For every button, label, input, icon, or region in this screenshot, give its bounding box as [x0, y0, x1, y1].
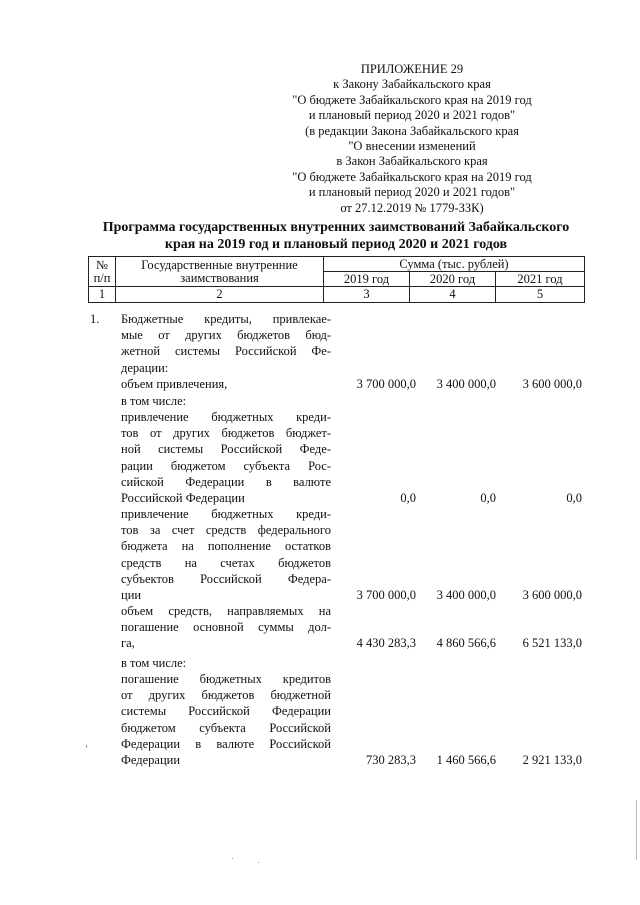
- text-line: бюджетом субъекта Российской: [121, 720, 331, 735]
- program-title: [86, 219, 586, 253]
- table-header: [88, 256, 585, 303]
- text-line: погашение бюджетных кредитов: [121, 672, 331, 686]
- text-line: в том числе:: [121, 394, 187, 408]
- scan-speck: [86, 745, 87, 748]
- text-line: жетной системы Российской Фе-: [121, 344, 331, 359]
- appendix-line: "О внесении изменений: [348, 139, 476, 154]
- appendix-line: в Закон Забайкальского края: [336, 154, 488, 169]
- appendix-line: (в редакции Закона Забайкальского края: [305, 123, 519, 138]
- text-line: погашение основной суммы дол-: [121, 620, 331, 635]
- value-2021: 2 921 133,0: [522, 753, 582, 767]
- header-year-2019: 2019 год: [324, 272, 410, 287]
- scan-speck: [258, 862, 259, 863]
- row-text: [121, 506, 331, 603]
- row-text: [121, 311, 331, 376]
- text-line: привлечение бюджетных креди-: [121, 410, 331, 424]
- appendix-line: от 27.12.2019 № 1779-ЗЗК): [340, 200, 484, 215]
- text-line: Российской Федерации: [121, 491, 245, 506]
- value-2020: 3 400 000,0: [436, 588, 496, 602]
- text-line: сийской Федерации в валюте: [121, 474, 331, 489]
- appendix-line: ПРИЛОЖЕНИЕ 29: [360, 62, 464, 76]
- header-name-line-1: Государственные внутренние: [141, 257, 298, 272]
- value-2019: 730 283,3: [366, 753, 416, 767]
- value-2020: 3 400 000,0: [436, 377, 496, 391]
- text-line: Бюджетные кредиты, привлекае-: [121, 312, 331, 326]
- appendix-line: "О бюджете Забайкальского края на 2019 год: [292, 169, 532, 184]
- text-line: тов от других бюджетов бюджет-: [121, 426, 331, 441]
- text-line: тов за счет средств федерального: [121, 523, 331, 538]
- scan-speck: [232, 858, 233, 859]
- row-text: [121, 376, 331, 392]
- value-2021: 6 521 133,0: [522, 636, 582, 650]
- text-line: объем средств, направляемых на: [121, 604, 331, 618]
- row-text: [121, 655, 331, 671]
- col-number: 4: [410, 287, 496, 303]
- text-line: га,: [121, 636, 135, 651]
- value-2019: 3 700 000,0: [356, 588, 416, 602]
- text-line: объем привлечения,: [121, 377, 228, 391]
- text-line: мые от других бюджетов бюд-: [121, 328, 331, 343]
- row-number: 1.: [90, 312, 100, 326]
- text-line: Федерации в валюте Российской: [121, 736, 331, 751]
- col-number: 2: [116, 287, 324, 303]
- text-line: Федерации: [121, 753, 181, 768]
- value-2021: 0,0: [566, 491, 582, 505]
- row-text: [121, 409, 331, 506]
- header-name: [116, 257, 324, 287]
- value-2021: 3 600 000,0: [522, 377, 582, 391]
- col-number: 1: [89, 287, 116, 303]
- row-text: [121, 393, 331, 409]
- text-line: ной системы Российской Феде-: [121, 442, 331, 457]
- appendix-line: и плановый период 2020 и 2021 годов": [308, 185, 516, 200]
- text-line: привлечение бюджетных креди-: [121, 507, 331, 521]
- row-text: [121, 671, 331, 768]
- value-2019: 4 430 283,3: [356, 636, 416, 650]
- scan-edge-mark: [636, 800, 637, 860]
- value-2021: 3 600 000,0: [522, 588, 582, 602]
- appendix-line: и плановый период 2020 и 2021 годов": [308, 108, 516, 123]
- appendix-line: "О бюджете Забайкальского края на 2019 год: [292, 92, 532, 107]
- header-num-line-1: №: [96, 257, 108, 272]
- value-2020: 4 860 566,6: [436, 636, 496, 650]
- header-year-2020: 2020 год: [410, 272, 496, 287]
- header-sum: Сумма (тыс. рублей): [324, 257, 585, 272]
- text-line: рации бюджетом субъекта Рос-: [121, 458, 331, 473]
- text-line: бюджета на пополнение остатков: [121, 539, 331, 554]
- value-2020: 1 460 566,6: [436, 753, 496, 767]
- text-line: дерации:: [121, 360, 169, 375]
- header-num-line-2: п/п: [93, 270, 111, 285]
- header-year-2021: 2021 год: [496, 272, 585, 287]
- header-name-line-2: заимствования: [180, 270, 259, 285]
- text-line: от других бюджетов бюджетной: [121, 688, 331, 703]
- title-line-1: Программа государственных внутренних заимствований Забайкальского: [102, 220, 570, 235]
- header-num: [89, 257, 116, 287]
- text-line: системы Российской Федерации: [121, 704, 331, 719]
- col-number: 5: [496, 287, 585, 303]
- text-line: средств на счетах бюджетов: [121, 555, 331, 570]
- title-line-2: края на 2019 год и плановый период 2020 и 2021 годов: [164, 237, 508, 252]
- text-line: в том числе:: [121, 656, 187, 670]
- value-2019: 0,0: [400, 491, 416, 505]
- appendix-line: к Закону Забайкальского края: [333, 77, 491, 92]
- text-line: ции: [121, 588, 142, 603]
- row-text: [121, 603, 331, 652]
- text-line: субъектов Российской Федера-: [121, 571, 331, 586]
- value-2019: 3 700 000,0: [356, 377, 416, 391]
- appendix-header: [262, 62, 562, 216]
- value-2020: 0,0: [480, 491, 496, 505]
- col-number: 3: [324, 287, 410, 303]
